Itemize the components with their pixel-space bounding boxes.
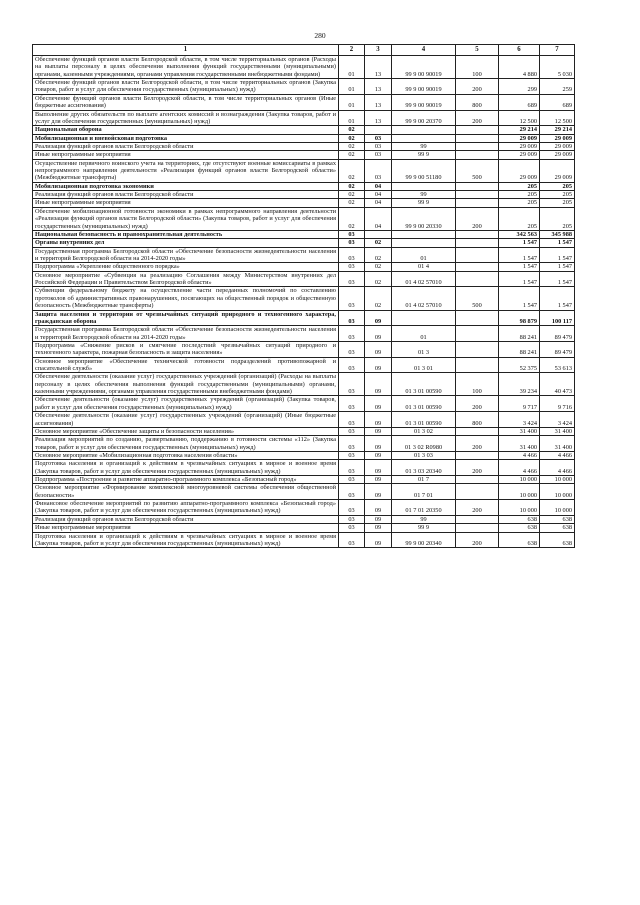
table-row bbox=[33, 263, 575, 271]
row-amount-year1: 4 466 bbox=[499, 460, 540, 476]
row-description: Основное мероприятие «Формирование комплексной многоуровневой системы обеспечения общественной безопасности» bbox=[33, 484, 339, 500]
row-section: 03 bbox=[339, 427, 365, 435]
col-header: 6 bbox=[499, 45, 540, 56]
col-header: 7 bbox=[540, 45, 575, 56]
row-amount-year2: 638 bbox=[540, 524, 575, 532]
row-section: 02 bbox=[339, 182, 365, 190]
table-row bbox=[33, 484, 575, 500]
row-amount-year1: 39 234 bbox=[499, 373, 540, 396]
table-row bbox=[33, 191, 575, 199]
row-target-article: 01 bbox=[392, 247, 456, 263]
row-subsection: 09 bbox=[365, 460, 392, 476]
row-target-article: 01 3 03 bbox=[392, 451, 456, 459]
row-expense-type bbox=[456, 484, 499, 500]
row-target-article: 99 9 00 20370 bbox=[392, 110, 456, 126]
row-amount-year1: 1 547 bbox=[499, 271, 540, 287]
row-description: Обеспечение деятельности (оказание услуг) государственных учреждений (организаций) (Расходы на выплаты персоналу в целях обеспечения выполнения функций государственными (муниципальными) органами, казенными учреждениями, органами управления государственными внебюджетными фондами) bbox=[33, 373, 339, 396]
row-target-article: 99 bbox=[392, 142, 456, 150]
table-row bbox=[33, 451, 575, 459]
row-expense-type bbox=[456, 326, 499, 342]
row-expense-type bbox=[456, 182, 499, 190]
row-amount-year2: 31 400 bbox=[540, 427, 575, 435]
row-amount-year2: 1 547 bbox=[540, 247, 575, 263]
row-section: 02 bbox=[339, 207, 365, 230]
row-section: 03 bbox=[339, 484, 365, 500]
row-description: Подпрограмма «Укрепление общественного порядка» bbox=[33, 263, 339, 271]
row-amount-year2: 638 bbox=[540, 515, 575, 523]
table-row bbox=[33, 310, 575, 326]
row-amount-year2: 4 466 bbox=[540, 451, 575, 459]
row-section: 03 bbox=[339, 341, 365, 357]
row-section: 03 bbox=[339, 271, 365, 287]
row-amount-year2: 31 400 bbox=[540, 436, 575, 452]
row-section: 03 bbox=[339, 476, 365, 484]
row-subsection: 09 bbox=[365, 532, 392, 548]
row-target-article: 01 3 02 bbox=[392, 427, 456, 435]
row-subsection: 03 bbox=[365, 134, 392, 142]
row-expense-type: 800 bbox=[456, 94, 499, 110]
row-description: Осуществление первичного воинского учета на территориях, где отсутствуют военные комиссариаты в рамках непрограммного направления деятельности «Реализация функций органов власти Белгородской области» (Межбюджетные трансферты) bbox=[33, 159, 339, 182]
table-row bbox=[33, 326, 575, 342]
row-subsection bbox=[365, 126, 392, 134]
row-amount-year1: 29 009 bbox=[499, 159, 540, 182]
row-expense-type bbox=[456, 263, 499, 271]
table-row bbox=[33, 341, 575, 357]
row-target-article: 99 bbox=[392, 515, 456, 523]
row-amount-year1: 10 000 bbox=[499, 476, 540, 484]
row-target-article: 01 3 02 R0980 bbox=[392, 436, 456, 452]
row-section: 03 bbox=[339, 310, 365, 326]
row-section: 02 bbox=[339, 199, 365, 207]
row-description: Подготовка населения и организаций к действиям в чрезвычайных ситуациях в мирное и военное время (Закупка товаров, работ и услуг для обеспечения государственных (муниципальных) нужд) bbox=[33, 460, 339, 476]
row-amount-year1: 342 563 bbox=[499, 230, 540, 238]
row-section: 03 bbox=[339, 515, 365, 523]
row-section: 02 bbox=[339, 134, 365, 142]
row-subsection: 09 bbox=[365, 412, 392, 428]
row-amount-year1: 205 bbox=[499, 182, 540, 190]
row-amount-year1: 98 879 bbox=[499, 310, 540, 326]
row-description: Иные непрограммные мероприятия bbox=[33, 151, 339, 159]
row-amount-year2: 29 009 bbox=[540, 142, 575, 150]
row-section: 03 bbox=[339, 396, 365, 412]
row-subsection: 13 bbox=[365, 110, 392, 126]
row-description: Выполнение других обязательств по выплате агентских комиссий и вознаграждения (Закупка товаров, работ и услуг для обеспечения государственных (муниципальных) нужд) bbox=[33, 110, 339, 126]
row-target-article: 01 3 03 20340 bbox=[392, 460, 456, 476]
row-expense-type: 200 bbox=[456, 436, 499, 452]
table-row bbox=[33, 199, 575, 207]
row-amount-year1: 1 547 bbox=[499, 247, 540, 263]
table-row bbox=[33, 412, 575, 428]
row-expense-type: 200 bbox=[456, 110, 499, 126]
row-description: Основное мероприятие «Мобилизационная подготовка населения области» bbox=[33, 451, 339, 459]
row-section: 03 bbox=[339, 239, 365, 247]
row-subsection: 09 bbox=[365, 310, 392, 326]
row-target-article bbox=[392, 126, 456, 134]
row-section: 03 bbox=[339, 436, 365, 452]
row-target-article bbox=[392, 134, 456, 142]
row-expense-type: 500 bbox=[456, 159, 499, 182]
row-amount-year1: 9 717 bbox=[499, 396, 540, 412]
table-row bbox=[33, 357, 575, 373]
table-row bbox=[33, 151, 575, 159]
row-target-article: 01 3 01 bbox=[392, 357, 456, 373]
row-expense-type bbox=[456, 427, 499, 435]
row-expense-type: 200 bbox=[456, 396, 499, 412]
row-amount-year2: 205 bbox=[540, 199, 575, 207]
row-amount-year1: 88 241 bbox=[499, 341, 540, 357]
row-expense-type: 200 bbox=[456, 207, 499, 230]
table-row bbox=[33, 524, 575, 532]
row-section: 03 bbox=[339, 460, 365, 476]
table-row bbox=[33, 134, 575, 142]
row-expense-type bbox=[456, 451, 499, 459]
row-amount-year1: 29 009 bbox=[499, 142, 540, 150]
row-section: 03 bbox=[339, 451, 365, 459]
row-amount-year2: 10 000 bbox=[540, 476, 575, 484]
row-description: Иные непрограммные мероприятия bbox=[33, 199, 339, 207]
table-row bbox=[33, 239, 575, 247]
row-subsection: 09 bbox=[365, 341, 392, 357]
table-row bbox=[33, 56, 575, 79]
table-row bbox=[33, 247, 575, 263]
row-amount-year1: 299 bbox=[499, 79, 540, 95]
budget-table bbox=[32, 44, 575, 548]
col-header: 4 bbox=[392, 45, 456, 56]
row-section: 03 bbox=[339, 500, 365, 516]
row-section: 03 bbox=[339, 532, 365, 548]
row-amount-year2: 205 bbox=[540, 191, 575, 199]
row-expense-type bbox=[456, 151, 499, 159]
row-amount-year1: 638 bbox=[499, 524, 540, 532]
row-expense-type bbox=[456, 310, 499, 326]
row-description: Обеспечение функций органов власти Белгородской области, в том числе территориальных органов (Закупка товаров, работ и услуг для обеспечения государственных (муниципальных) нужд) bbox=[33, 79, 339, 95]
table-row bbox=[33, 373, 575, 396]
row-target-article: 99 9 00 20340 bbox=[392, 532, 456, 548]
row-subsection: 09 bbox=[365, 357, 392, 373]
row-section: 03 bbox=[339, 357, 365, 373]
row-description: Реализация функций органов власти Белгородской области bbox=[33, 515, 339, 523]
row-section: 02 bbox=[339, 191, 365, 199]
table-row bbox=[33, 230, 575, 238]
row-section: 01 bbox=[339, 110, 365, 126]
row-amount-year2: 10 000 bbox=[540, 484, 575, 500]
row-expense-type: 200 bbox=[456, 460, 499, 476]
table-row bbox=[33, 532, 575, 548]
row-subsection: 09 bbox=[365, 484, 392, 500]
row-description: Обеспечение деятельности (оказание услуг) государственных учреждений (организаций) (Иные бюджетные ассигнования) bbox=[33, 412, 339, 428]
row-subsection: 13 bbox=[365, 56, 392, 79]
row-description: Обеспечение функций органов власти Белгородской области, в том числе территориальных органов (Иные бюджетные ассигнования) bbox=[33, 94, 339, 110]
table-row bbox=[33, 126, 575, 134]
row-subsection: 02 bbox=[365, 239, 392, 247]
row-target-article: 01 4 02 57010 bbox=[392, 287, 456, 310]
row-section: 01 bbox=[339, 94, 365, 110]
row-amount-year1: 10 000 bbox=[499, 484, 540, 500]
row-amount-year2: 5 030 bbox=[540, 56, 575, 79]
row-target-article: 99 9 00 90019 bbox=[392, 94, 456, 110]
row-amount-year2: 345 988 bbox=[540, 230, 575, 238]
table-row bbox=[33, 271, 575, 287]
row-amount-year2: 638 bbox=[540, 532, 575, 548]
row-amount-year2: 29 009 bbox=[540, 134, 575, 142]
row-expense-type bbox=[456, 341, 499, 357]
row-target-article: 01 3 01 00590 bbox=[392, 396, 456, 412]
row-description: Подготовка населения и организаций к действиям в чрезвычайных ситуациях в мирное и военное время (Закупка товаров, работ и услуг для обеспечения государственных (муниципальных) нужд) bbox=[33, 532, 339, 548]
row-target-article: 99 9 00 90019 bbox=[392, 79, 456, 95]
row-target-article: 99 9 00 90019 bbox=[392, 56, 456, 79]
row-amount-year1: 4 880 bbox=[499, 56, 540, 79]
row-description: Реализация функций органов власти Белгородской области bbox=[33, 142, 339, 150]
row-subsection: 09 bbox=[365, 500, 392, 516]
row-expense-type bbox=[456, 191, 499, 199]
row-amount-year1: 12 500 bbox=[499, 110, 540, 126]
row-section: 03 bbox=[339, 263, 365, 271]
row-amount-year1: 29 214 bbox=[499, 126, 540, 134]
row-amount-year1: 31 400 bbox=[499, 427, 540, 435]
table-row bbox=[33, 110, 575, 126]
table-row bbox=[33, 182, 575, 190]
table-row bbox=[33, 515, 575, 523]
row-target-article: 01 3 bbox=[392, 341, 456, 357]
row-subsection: 09 bbox=[365, 396, 392, 412]
row-description: Обеспечение деятельности (оказание услуг) государственных учреждений (организаций) (Закупка товаров, работ и услуг для обеспечения государственных (муниципальных) нужд) bbox=[33, 396, 339, 412]
row-description: Обеспечение мобилизационной готовности экономики в рамках непрограммного направления деятельности «Реализация функций органов власти Белгородской области» (Закупка товаров, работ и услуг для обеспечения государственных (муниципальных) нужд) bbox=[33, 207, 339, 230]
row-amount-year1: 3 424 bbox=[499, 412, 540, 428]
row-section: 03 bbox=[339, 230, 365, 238]
row-section: 02 bbox=[339, 159, 365, 182]
row-subsection: 02 bbox=[365, 263, 392, 271]
table-row bbox=[33, 436, 575, 452]
row-amount-year2: 89 479 bbox=[540, 326, 575, 342]
row-subsection: 09 bbox=[365, 476, 392, 484]
row-amount-year2: 40 473 bbox=[540, 373, 575, 396]
row-subsection: 09 bbox=[365, 524, 392, 532]
row-amount-year1: 31 400 bbox=[499, 436, 540, 452]
row-amount-year2: 9 716 bbox=[540, 396, 575, 412]
row-expense-type: 500 bbox=[456, 287, 499, 310]
row-section: 02 bbox=[339, 151, 365, 159]
row-section: 03 bbox=[339, 326, 365, 342]
row-subsection: 04 bbox=[365, 199, 392, 207]
row-expense-type: 200 bbox=[456, 500, 499, 516]
row-expense-type bbox=[456, 476, 499, 484]
col-header: 5 bbox=[456, 45, 499, 56]
row-section: 03 bbox=[339, 287, 365, 310]
row-expense-type bbox=[456, 142, 499, 150]
row-subsection: 13 bbox=[365, 94, 392, 110]
row-amount-year1: 4 466 bbox=[499, 451, 540, 459]
row-amount-year1: 10 000 bbox=[499, 500, 540, 516]
row-expense-type bbox=[456, 199, 499, 207]
col-header: 2 bbox=[339, 45, 365, 56]
row-description: Реализация мероприятий по созданию, развертыванию, поддержанию в готовности системы «112» (Закупка товаров, работ и услуг для обеспечения государственных (муниципальных) нужд) bbox=[33, 436, 339, 452]
row-description: Национальная безопасность и правоохранительная деятельность bbox=[33, 230, 339, 238]
row-amount-year2: 53 613 bbox=[540, 357, 575, 373]
table-row bbox=[33, 94, 575, 110]
row-expense-type bbox=[456, 126, 499, 134]
row-subsection: 03 bbox=[365, 142, 392, 150]
row-amount-year1: 205 bbox=[499, 199, 540, 207]
row-description: Обеспечение функций органов власти Белгородской области, в том числе территориальных органов (Расходы на выплаты персоналу в целях обеспечения выполнения функций государственными (муниципальными) органами, казенными учреждениями, органами управления государственными внебюджетными фондами) bbox=[33, 56, 339, 79]
row-subsection: 09 bbox=[365, 451, 392, 459]
col-header: 3 bbox=[365, 45, 392, 56]
row-target-article bbox=[392, 239, 456, 247]
row-target-article bbox=[392, 230, 456, 238]
row-description: Подпрограмма «Построение и развитие аппаратно-программного комплекса «Безопасный город» bbox=[33, 476, 339, 484]
row-subsection: 03 bbox=[365, 159, 392, 182]
row-target-article: 99 9 00 51180 bbox=[392, 159, 456, 182]
row-description: Основное мероприятие «Субвенция на реализацию Соглашения между Министерством внутренних дел Российской Федерации и Правительством Белгородской области» bbox=[33, 271, 339, 287]
table-row bbox=[33, 396, 575, 412]
row-amount-year1: 88 241 bbox=[499, 326, 540, 342]
row-subsection: 03 bbox=[365, 151, 392, 159]
row-description: Подпрограмма «Снижение рисков и смягчение последствий чрезвычайных ситуаций природного и техногенного характера, пожарная безопасность и защита населения» bbox=[33, 341, 339, 357]
row-subsection: 09 bbox=[365, 373, 392, 396]
table-row bbox=[33, 79, 575, 95]
row-amount-year1: 638 bbox=[499, 515, 540, 523]
row-target-article: 01 7 01 bbox=[392, 484, 456, 500]
row-amount-year2: 29 009 bbox=[540, 151, 575, 159]
row-target-article: 99 9 bbox=[392, 151, 456, 159]
row-amount-year2: 689 bbox=[540, 94, 575, 110]
row-description: Государственная программа Белгородской области «Обеспечение безопасности жизнедеятельности населения и территорий Белгородской области на 2014-2020 годы» bbox=[33, 247, 339, 263]
page-number: 280 bbox=[314, 31, 326, 40]
row-amount-year2: 29 214 bbox=[540, 126, 575, 134]
row-subsection: 09 bbox=[365, 436, 392, 452]
row-amount-year2: 259 bbox=[540, 79, 575, 95]
row-subsection: 02 bbox=[365, 271, 392, 287]
row-amount-year2: 10 000 bbox=[540, 500, 575, 516]
row-section: 03 bbox=[339, 373, 365, 396]
row-amount-year1: 29 009 bbox=[499, 151, 540, 159]
row-amount-year2: 1 547 bbox=[540, 287, 575, 310]
row-amount-year2: 205 bbox=[540, 207, 575, 230]
table-row bbox=[33, 142, 575, 150]
row-description: Защита населения и территории от чрезвычайных ситуаций природного и техногенного характера, гражданская оборона bbox=[33, 310, 339, 326]
row-expense-type: 100 bbox=[456, 56, 499, 79]
row-subsection: 04 bbox=[365, 182, 392, 190]
row-expense-type: 100 bbox=[456, 373, 499, 396]
row-expense-type bbox=[456, 230, 499, 238]
row-subsection: 02 bbox=[365, 247, 392, 263]
row-target-article: 01 4 02 57010 bbox=[392, 271, 456, 287]
row-amount-year1: 205 bbox=[499, 191, 540, 199]
column-header-row bbox=[33, 45, 575, 56]
row-expense-type bbox=[456, 357, 499, 373]
row-amount-year1: 1 547 bbox=[499, 239, 540, 247]
row-description: Иные непрограммные мероприятия bbox=[33, 524, 339, 532]
row-target-article: 01 3 01 00590 bbox=[392, 412, 456, 428]
row-description: Мобилизационная и вневойсковая подготовка bbox=[33, 134, 339, 142]
row-description: Мобилизационная подготовка экономики bbox=[33, 182, 339, 190]
row-target-article: 01 7 01 20350 bbox=[392, 500, 456, 516]
row-expense-type bbox=[456, 247, 499, 263]
row-amount-year1: 205 bbox=[499, 207, 540, 230]
row-description: Национальная оборона bbox=[33, 126, 339, 134]
row-expense-type bbox=[456, 515, 499, 523]
row-amount-year1: 1 547 bbox=[499, 287, 540, 310]
row-section: 02 bbox=[339, 126, 365, 134]
row-subsection: 02 bbox=[365, 287, 392, 310]
row-target-article: 99 9 bbox=[392, 199, 456, 207]
row-amount-year2: 29 009 bbox=[540, 159, 575, 182]
table-row bbox=[33, 207, 575, 230]
row-subsection: 09 bbox=[365, 326, 392, 342]
row-target-article bbox=[392, 182, 456, 190]
row-subsection: 13 bbox=[365, 79, 392, 95]
row-target-article: 99 9 00 20330 bbox=[392, 207, 456, 230]
row-expense-type bbox=[456, 524, 499, 532]
row-description: Основное мероприятие «Обеспечение защиты и безопасности населения» bbox=[33, 427, 339, 435]
table-row bbox=[33, 460, 575, 476]
row-description: Государственная программа Белгородской области «Обеспечение безопасности жизнедеятельности населения и территорий Белгородской области на 2014-2020 годы» bbox=[33, 326, 339, 342]
row-section: 03 bbox=[339, 412, 365, 428]
row-amount-year2: 4 466 bbox=[540, 460, 575, 476]
table-row bbox=[33, 500, 575, 516]
row-subsection: 04 bbox=[365, 191, 392, 199]
row-section: 02 bbox=[339, 142, 365, 150]
row-subsection bbox=[365, 230, 392, 238]
row-amount-year2: 1 547 bbox=[540, 239, 575, 247]
row-amount-year2: 89 479 bbox=[540, 341, 575, 357]
row-subsection: 04 bbox=[365, 207, 392, 230]
row-description: Основное мероприятие «Обеспечение технической готовности подразделений противопожарной и спасательной служб» bbox=[33, 357, 339, 373]
row-target-article: 01 bbox=[392, 326, 456, 342]
row-amount-year2: 12 500 bbox=[540, 110, 575, 126]
row-amount-year2: 205 bbox=[540, 182, 575, 190]
table-row bbox=[33, 287, 575, 310]
row-target-article bbox=[392, 310, 456, 326]
row-expense-type bbox=[456, 134, 499, 142]
row-expense-type: 800 bbox=[456, 412, 499, 428]
table-row bbox=[33, 427, 575, 435]
row-description: Финансовое обеспечение мероприятий по развитию аппаратно-программного комплекса «Безопасный город» (Закупка товаров, работ и услуг для обеспечения государственных (муниципальных) нужд) bbox=[33, 500, 339, 516]
table-row bbox=[33, 159, 575, 182]
col-header: 1 bbox=[33, 45, 339, 56]
row-description: Субвенции федеральному бюджету на осуществление части переданных полномочий по составлению протоколов об административных правонарушениях, посягающих на общественный порядок и общественную безопасность (Межбюджетные трансферты) bbox=[33, 287, 339, 310]
row-amount-year1: 1 547 bbox=[499, 263, 540, 271]
row-target-article: 99 bbox=[392, 191, 456, 199]
row-target-article: 01 4 bbox=[392, 263, 456, 271]
row-expense-type: 200 bbox=[456, 79, 499, 95]
row-target-article: 99 9 bbox=[392, 524, 456, 532]
table-row bbox=[33, 476, 575, 484]
row-expense-type bbox=[456, 239, 499, 247]
row-amount-year1: 52 375 bbox=[499, 357, 540, 373]
row-amount-year1: 689 bbox=[499, 94, 540, 110]
row-subsection: 09 bbox=[365, 427, 392, 435]
row-target-article: 01 7 bbox=[392, 476, 456, 484]
row-expense-type: 200 bbox=[456, 532, 499, 548]
row-section: 03 bbox=[339, 524, 365, 532]
row-description: Органы внутренних дел bbox=[33, 239, 339, 247]
row-amount-year1: 29 009 bbox=[499, 134, 540, 142]
row-amount-year2: 1 547 bbox=[540, 271, 575, 287]
row-amount-year2: 100 117 bbox=[540, 310, 575, 326]
row-amount-year2: 1 547 bbox=[540, 263, 575, 271]
row-section: 03 bbox=[339, 247, 365, 263]
row-amount-year2: 3 424 bbox=[540, 412, 575, 428]
row-description: Реализация функций органов власти Белгородской области bbox=[33, 191, 339, 199]
row-section: 01 bbox=[339, 79, 365, 95]
row-amount-year1: 638 bbox=[499, 532, 540, 548]
row-section: 01 bbox=[339, 56, 365, 79]
row-expense-type bbox=[456, 271, 499, 287]
row-subsection: 09 bbox=[365, 515, 392, 523]
row-target-article: 01 3 01 00590 bbox=[392, 373, 456, 396]
